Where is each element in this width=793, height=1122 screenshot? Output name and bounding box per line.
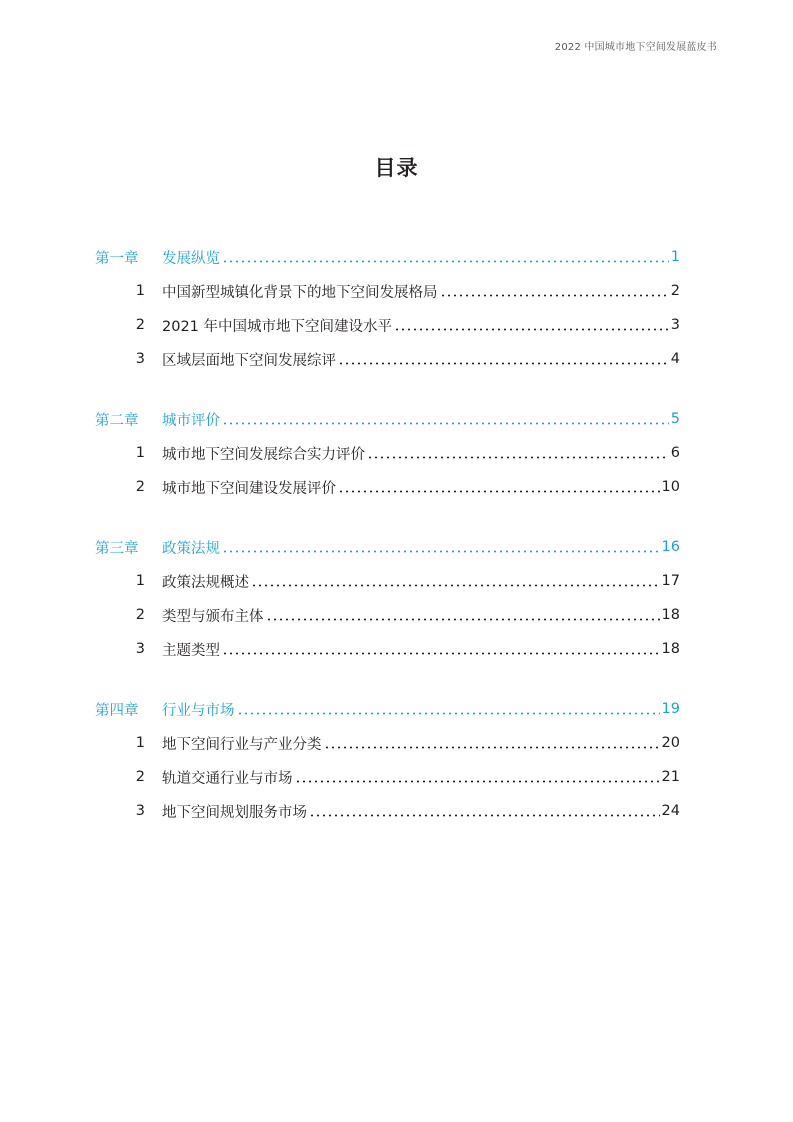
dot-leader: [222, 250, 669, 264]
section-title: 中国新型城镇化背景下的地下空间发展格局: [162, 284, 438, 301]
chapter-title: 行业与市场: [162, 702, 235, 719]
chapter-title: 发展纵览: [162, 250, 220, 267]
section-title: 主题类型: [162, 642, 220, 659]
toc-section-1-1[interactable]: [95, 274, 680, 308]
page-number: 21: [661, 769, 680, 785]
toc-chapter-2[interactable]: [95, 402, 680, 436]
chapter-spacer: [95, 666, 680, 692]
section-title: 地下空间行业与产业分类: [162, 736, 322, 753]
dot-leader: [367, 446, 669, 460]
dot-leader: [222, 642, 660, 656]
section-title: 城市地下空间建设发展评价: [162, 480, 336, 497]
toc-chapter-4[interactable]: [95, 692, 680, 726]
section-title: 2021 年中国城市地下空间建设水平: [162, 318, 393, 335]
chapter-title: 城市评价: [162, 412, 220, 429]
dot-leader: [251, 574, 660, 588]
section-number: 2: [135, 479, 145, 495]
page-number: 18: [661, 607, 680, 623]
page-number: 3: [670, 317, 680, 333]
page-number: 10: [661, 479, 680, 495]
section-number: 3: [135, 803, 145, 819]
page-number: 24: [661, 803, 680, 819]
toc-section-3-1[interactable]: [95, 564, 680, 598]
dot-leader: [338, 352, 669, 366]
dot-leader: [222, 412, 669, 426]
section-number: 1: [135, 283, 145, 299]
dot-leader: [324, 736, 660, 750]
chapter-label: 第三章: [95, 540, 139, 557]
section-title: 区域层面地下空间发展综评: [162, 352, 336, 369]
toc-section-4-3[interactable]: [95, 794, 680, 828]
section-number: 2: [135, 607, 145, 623]
section-number: 2: [135, 317, 145, 333]
section-title: 类型与颁布主体: [162, 608, 264, 625]
section-title: 轨道交通行业与市场: [162, 770, 293, 787]
page-number: 2: [670, 283, 680, 299]
toc-section-2-1[interactable]: [95, 436, 680, 470]
page-title: 目录: [374, 156, 419, 180]
toc-chapter-1[interactable]: [95, 240, 680, 274]
page-number: 17: [661, 573, 680, 589]
page-number: 18: [661, 641, 680, 657]
section-number: 1: [135, 573, 145, 589]
toc-section-3-3[interactable]: [95, 632, 680, 666]
page-number: 1: [670, 249, 680, 265]
page-number: 6: [670, 445, 680, 461]
page-number: 16: [661, 539, 680, 555]
dot-leader: [237, 702, 660, 716]
dot-leader: [222, 540, 660, 554]
dot-leader: [440, 284, 669, 298]
page-number: 5: [670, 411, 680, 427]
section-title: 城市地下空间发展综合实力评价: [162, 446, 365, 463]
page-number: 19: [661, 701, 680, 717]
toc-section-1-2[interactable]: [95, 308, 680, 342]
section-title: 地下空间规划服务市场: [162, 804, 307, 821]
toc-section-4-1[interactable]: [95, 726, 680, 760]
dot-leader: [338, 480, 660, 494]
page-number: 4: [670, 351, 680, 367]
toc-section-2-2[interactable]: [95, 470, 680, 504]
dot-leader: [309, 804, 660, 818]
toc-section-4-2[interactable]: [95, 760, 680, 794]
section-number: 1: [135, 735, 145, 751]
toc-section-3-2[interactable]: [95, 598, 680, 632]
page-number: 20: [661, 735, 680, 751]
chapter-label: 第二章: [95, 412, 139, 429]
toc-chapter-3[interactable]: [95, 530, 680, 564]
chapter-spacer: [95, 504, 680, 530]
section-number: 2: [135, 769, 145, 785]
dot-leader: [394, 318, 669, 332]
chapter-spacer: [95, 376, 680, 402]
section-title: 政策法规概述: [162, 574, 249, 591]
section-number: 3: [135, 351, 145, 367]
chapter-title: 政策法规: [162, 540, 220, 557]
section-number: 1: [135, 445, 145, 461]
running-header: 2022 中国城市地下空间发展蓝皮书: [554, 42, 717, 53]
dot-leader: [295, 770, 660, 784]
toc-section-1-3[interactable]: [95, 342, 680, 376]
chapter-label: 第一章: [95, 250, 139, 267]
section-number: 3: [135, 641, 145, 657]
table-of-contents: [95, 240, 680, 828]
chapter-label: 第四章: [95, 702, 139, 719]
dot-leader: [266, 608, 660, 622]
